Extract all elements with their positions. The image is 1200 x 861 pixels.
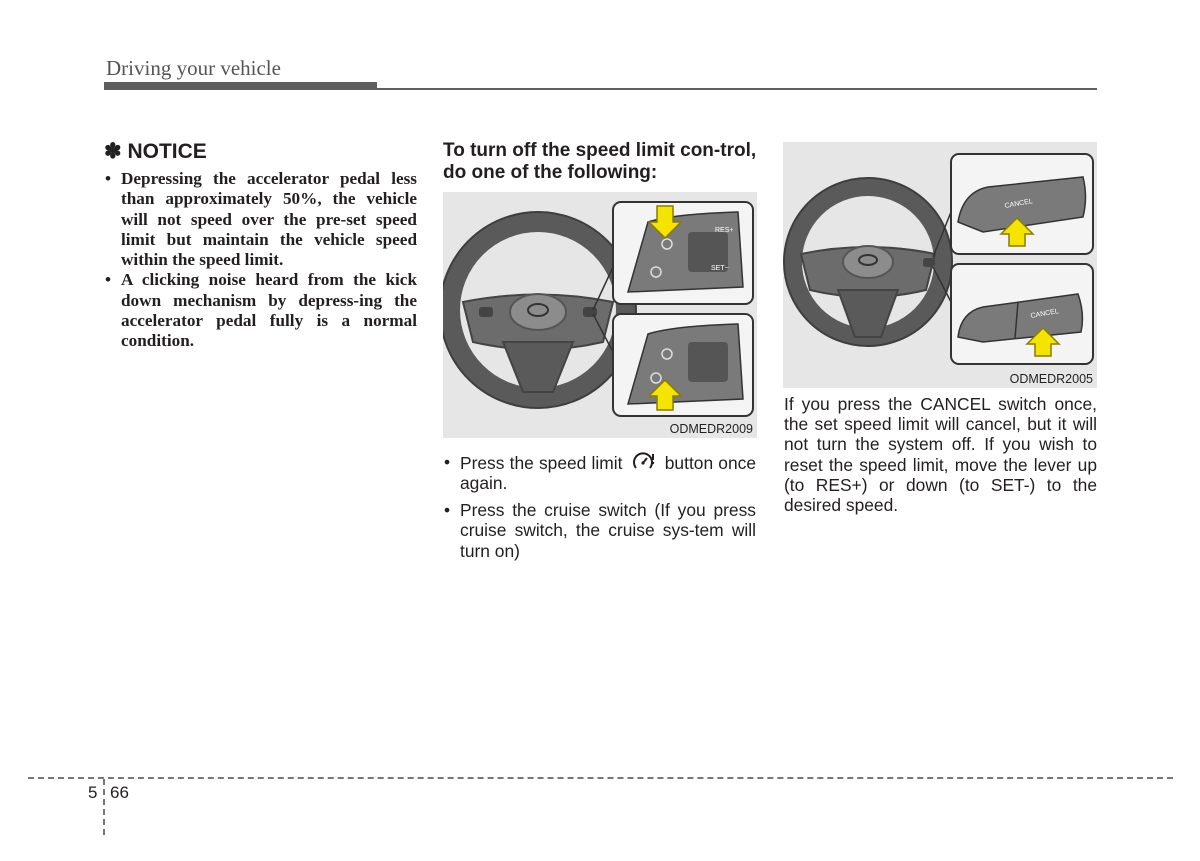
page-number: 66 — [110, 783, 129, 802]
steering-wheel-illustration — [443, 192, 757, 438]
footer-rule — [28, 777, 1173, 779]
figure-caption: ODMEDR2009 — [669, 422, 753, 436]
notice-item: • Depressing the accelerator pedal less than approximately 50%, the vehicle will not speed over the pre-set speed limit but maintain the vehicle speed within the speed limit. — [104, 169, 417, 270]
steering-wheel-illustration — [783, 142, 1097, 388]
label-res: RES+ — [715, 227, 734, 234]
speed-limit-icon — [632, 452, 656, 472]
notice-symbol: ✽ — [104, 140, 122, 163]
section-heading: To turn off the speed limit con-trol, do one of the following: — [443, 140, 757, 183]
bullet-text-end: button once again. — [460, 453, 756, 494]
figure-steering-cancel — [783, 142, 1097, 388]
list-item: • Press the cruise switch (If you press cruise switch, the cruise sys-tem will turn on) — [443, 500, 756, 561]
label-cancel: CANCEL — [1030, 308, 1060, 320]
label-set: SET− — [711, 265, 729, 272]
chapter-number: 5 — [88, 783, 98, 802]
notice-list — [104, 169, 417, 352]
label-cancel: CANCEL — [1004, 198, 1034, 210]
list-item — [443, 452, 756, 494]
running-header: Driving your vehicle — [106, 56, 281, 80]
figure-caption: ODMEDR2005 — [1009, 372, 1093, 386]
bullet-text-start: Press the speed limit — [460, 453, 623, 473]
header-rule — [104, 88, 1097, 90]
footer-divider — [103, 779, 105, 835]
cancel-paragraph: If you press the CANCEL switch once, the set speed limit will cancel, but it will not turn the system off. If you wish to reset the speed limit, move the lever up (to RES+) or down (to SET-) to the desired speed. — [784, 394, 1097, 516]
notice-heading — [104, 139, 207, 164]
notice-item: • A clicking noise heard from the kick down mechanism by depress-ing the accelerator pedal fully is a normal condition. — [104, 270, 417, 351]
notice-title: NOTICE — [127, 140, 207, 163]
figure-steering-speed-limit — [443, 192, 757, 438]
instruction-list — [443, 452, 756, 567]
